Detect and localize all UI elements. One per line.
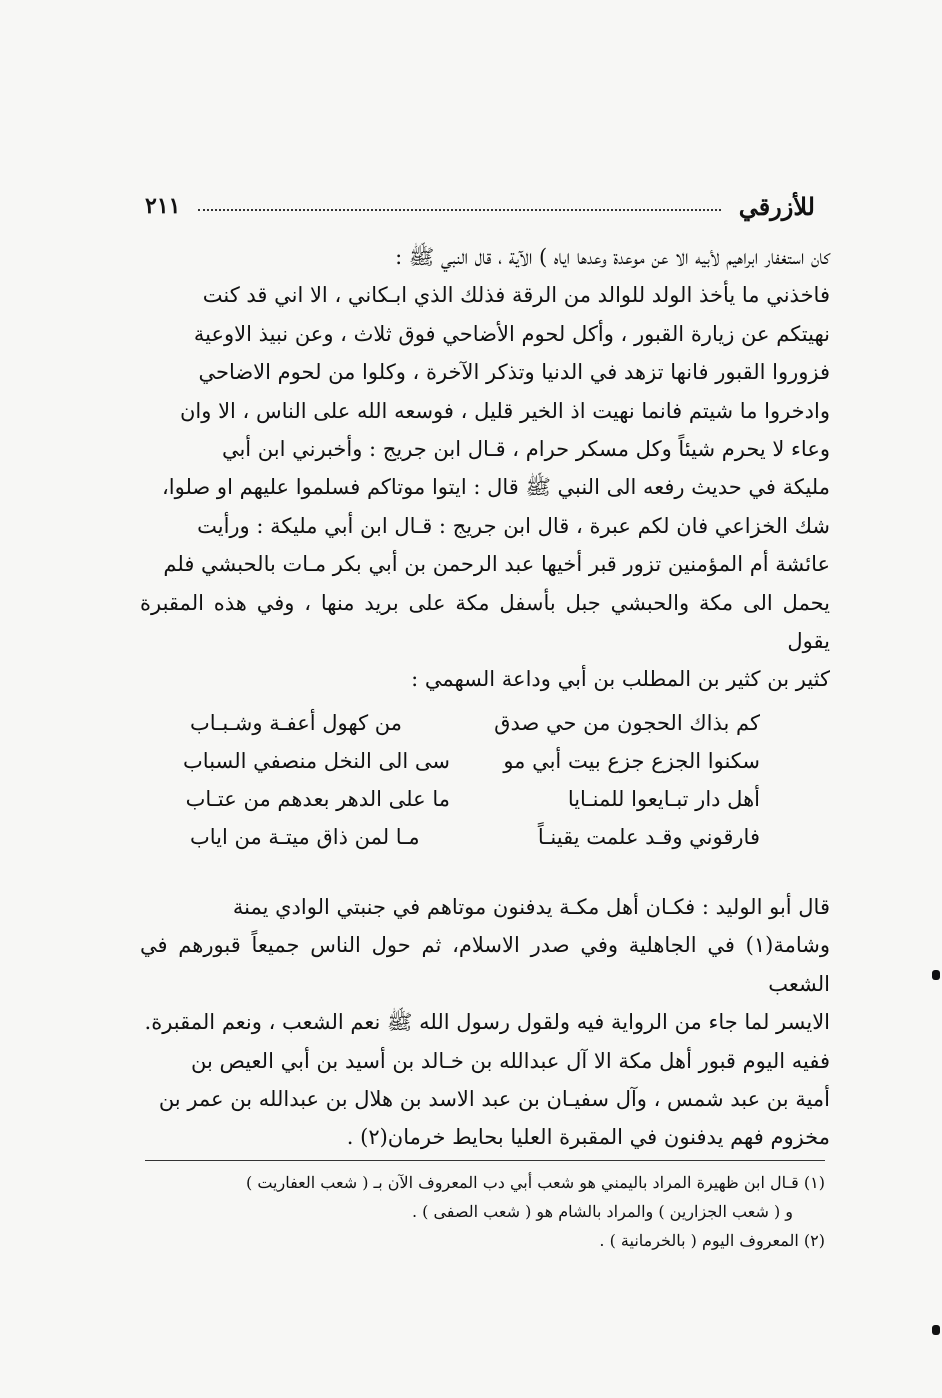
verse-first-hemistich: سكنوا الجزع جزع بيت أبي مو <box>503 749 760 773</box>
text-line: قال أبو الوليد : فكـان أهل مكـة يدفنون موتاهم في جنبتي الوادي يمنة <box>232 895 830 919</box>
text-line: فاخذني ما يأخذ الولد للوالد من الرقة فذلك الذي ابـكاني ، الا اني قد كنت <box>202 283 830 308</box>
footnote-2: (٢) المعروف اليوم ( بالخرمانية ) . <box>599 1231 825 1250</box>
text-line: الايسر لما جاء من الرواية فيه ولقول رسول الله ﷺ نعم الشعب ، ونعم المقبرة. <box>144 1010 830 1035</box>
verse-line <box>185 780 760 818</box>
page-number: ٢١١ <box>145 193 181 219</box>
running-title: للأزرقي <box>738 191 815 221</box>
verse-line <box>190 704 760 742</box>
verse-second-hemistich: ما على الدهر بعدهم من عتـاب <box>185 787 450 811</box>
text-line: وعاء لا يحرم شيئاً وكل مسكر حرام ، قـال ابن جريج : وأخبرني ابن أبي <box>221 437 830 462</box>
dotted-leader <box>198 209 720 211</box>
text-line: مخزوم فهم يدفنون في المقبرة العليا بحايط خرمان(٢) . <box>346 1125 830 1150</box>
verse-first-hemistich: كم بذاك الحجون من حي صدق <box>494 711 760 735</box>
footnote-1-continuation: و ( شعب الجزارين ) والمراد بالشام هو ( شعب الصفى ) . <box>411 1202 793 1221</box>
text-line: عائشة أم المؤمنين تزور قبر أخيها عبد الرحمن بن أبي بكر مـات بالحبشي فلم <box>163 552 830 577</box>
verse-line <box>183 742 760 780</box>
text-line: ففيه اليوم قبور أهل مكة الا آل عبدالله بن خـالد بن أسيد بن أبي العيص بن <box>190 1048 830 1073</box>
verse-first-hemistich: أهل دار تبـايعوا للمنـايا <box>567 787 760 811</box>
text-line: فزوروا القبور فانها تزهد في الدنيا وتذكر الآخرة ، وكلوا من لحوم الاضاحي <box>198 360 830 385</box>
text-line: يحمل الى مكة والحبشي جبل بأسفل مكة على بريد منها ، وفي هذه المقبرة يقول <box>140 590 830 654</box>
verse-second-hemistich: من كهول أعفـة وشـبـاب <box>190 711 402 735</box>
page-header <box>145 186 815 226</box>
verse-first-hemistich: فارقوني وقـد علمت يقينـاً <box>537 825 760 849</box>
scan-mark <box>932 970 940 980</box>
body-text-after-verse <box>140 888 830 1157</box>
poem-verses <box>183 704 760 856</box>
scan-mark <box>932 1325 940 1335</box>
footnote-rule <box>145 1160 825 1161</box>
verse-second-hemistich: مـا لمن ذاق ميتـة من اياب <box>190 825 420 849</box>
text-line: وادخروا ما شيتم فانما نهيت اذ الخير قليل ، فوسعه الله على الناس ، الا وان <box>180 398 830 423</box>
footnotes <box>145 1168 825 1255</box>
text-line: أمية بن عبد شمس ، وآل سفيـان بن عبد الاسد بن هلال بن عبدالله بن عمر بن <box>158 1087 830 1112</box>
text-line: شك الخزاعي فان لكم عبرة ، قال ابن جريج : قـال ابن أبي مليكة : ورأيت <box>197 513 830 538</box>
verse-line <box>190 818 760 856</box>
text-line: نهيتكم عن زيارة القبور ، وأكل لحوم الأضاحي فوق ثلاث ، وعن نبيذ الاوعية <box>193 321 830 346</box>
text-line: وشامة(١) في الجاهلية وفي صدر الاسلام، ثم حول الناس جميعاً قبورهم في الشعب <box>140 933 830 996</box>
text-line: مليكة في حديث رفعه الى النبي ﷺ قال : ايتوا موتاكم فسلموا عليهم او صلوا، <box>162 475 830 500</box>
text-line: كثير بن كثير بن المطلب بن أبي وداعة السهمي : <box>411 667 830 692</box>
body-text-before-verse <box>140 238 830 699</box>
footnote-1: (١) قـال ابن ظهيرة المراد باليمني هو شعب أبي دب المعروف الآن بـ ( شعب العفاريت ) <box>245 1173 825 1192</box>
text-line: كان استغفار ابراهيم لأبيه الا عن موعدة وعدها اياه ) الآية ، قال النبي ﷺ : <box>395 245 830 269</box>
verse-second-hemistich: سى الى النخل منصفي السباب <box>183 749 450 773</box>
